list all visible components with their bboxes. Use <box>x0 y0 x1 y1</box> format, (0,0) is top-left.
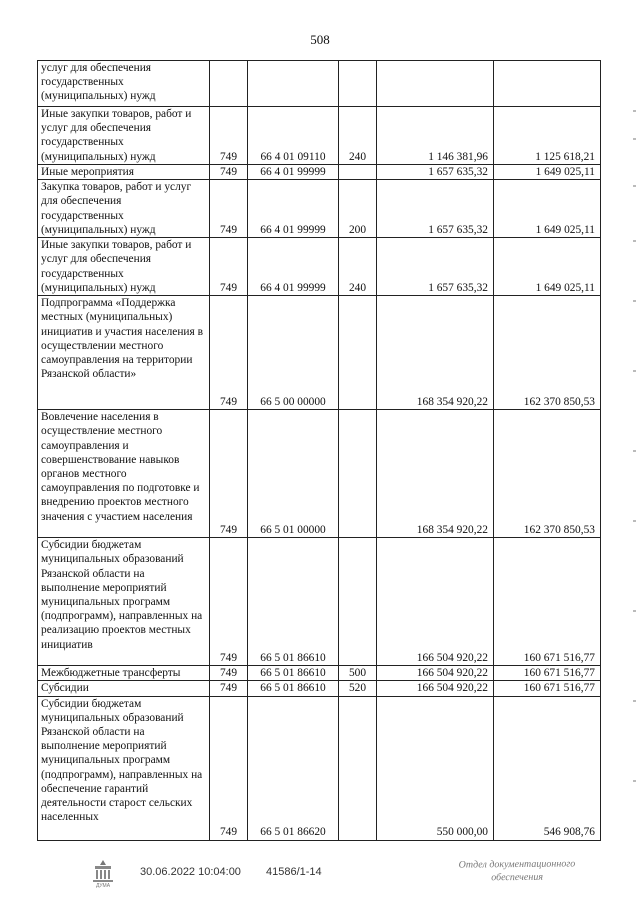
cell-ved-code: 749 <box>210 681 248 696</box>
cell-target-article: 66 5 01 86620 <box>248 696 339 840</box>
table-row <box>38 538 601 666</box>
footer-department-stamp <box>432 857 602 885</box>
cell-expense-type <box>339 538 377 666</box>
cell-expense-type: 240 <box>339 107 377 165</box>
cell-sum-first: 168 354 920,22 <box>377 410 494 538</box>
cell-name: Субсидии <box>38 681 210 696</box>
cell-sum-second: 160 671 516,77 <box>494 666 601 681</box>
cell-sum-first: 166 504 920,22 <box>377 666 494 681</box>
cell-name: Субсидии бюджетам муниципальных образований Рязанской области на выполнение мероприятий муниципальных программ (подпрограмм), направленных на реализацию проектов местных инициатив <box>38 538 210 666</box>
cell-expense-type <box>339 296 377 410</box>
cell-expense-type <box>339 165 377 180</box>
cell-ved-code: 749 <box>210 410 248 538</box>
cell-target-article: 66 4 01 09110 <box>248 107 339 165</box>
cell-name: Вовлечение населения в осуществление местного самоуправления и совершенствование навыков органов местного самоуправления по подготовке и внедрению проектов местного значения с участием населения <box>38 410 210 538</box>
cell-expense-type: 200 <box>339 180 377 238</box>
duma-emblem-icon <box>90 858 116 888</box>
cell-target-article: 66 4 01 99999 <box>248 165 339 180</box>
cell-sum-second: 1 649 025,11 <box>494 165 601 180</box>
scan-edge-marks <box>630 90 636 790</box>
table-row <box>38 61 601 107</box>
cell-sum-first: 550 000,00 <box>377 696 494 840</box>
cell-sum-first: 166 504 920,22 <box>377 538 494 666</box>
cell-name: Иные мероприятия <box>38 165 210 180</box>
cell-ved-code: 749 <box>210 180 248 238</box>
cell-target-article: 66 4 01 99999 <box>248 238 339 296</box>
cell-sum-second: 162 370 850,53 <box>494 410 601 538</box>
cell-target-article <box>248 61 339 107</box>
table-row <box>38 410 601 538</box>
table-row <box>38 681 601 696</box>
cell-target-article: 66 5 00 00000 <box>248 296 339 410</box>
stamp-line-1: Отдел документационного <box>458 858 576 871</box>
page-number: 508 <box>310 32 330 47</box>
cell-ved-code: 749 <box>210 107 248 165</box>
cell-expense-type: 520 <box>339 681 377 696</box>
footer-document-number: 41586/1-14 <box>266 866 322 878</box>
cell-sum-second <box>494 61 601 107</box>
cell-sum-first: 1 146 381,96 <box>377 107 494 165</box>
cell-target-article: 66 5 01 00000 <box>248 410 339 538</box>
cell-sum-second: 546 908,76 <box>494 696 601 840</box>
table-row <box>38 696 601 840</box>
cell-expense-type <box>339 61 377 107</box>
cell-ved-code: 749 <box>210 165 248 180</box>
cell-sum-first <box>377 61 494 107</box>
cell-sum-first: 166 504 920,22 <box>377 681 494 696</box>
cell-name: Закупка товаров, работ и услуг для обеспечения государственных (муниципальных) нужд <box>38 180 210 238</box>
table-row <box>38 238 601 296</box>
cell-sum-second: 1 125 618,21 <box>494 107 601 165</box>
table-row <box>38 666 601 681</box>
cell-expense-type: 240 <box>339 238 377 296</box>
budget-table <box>37 60 601 841</box>
cell-ved-code: 749 <box>210 666 248 681</box>
footer-datetime: 30.06.2022 10:04:00 <box>140 866 241 878</box>
cell-expense-type: 500 <box>339 666 377 681</box>
cell-name: Иные закупки товаров, работ и услуг для обеспечения государственных (муниципальных) нужд <box>38 238 210 296</box>
cell-sum-first: 1 657 635,32 <box>377 165 494 180</box>
cell-sum-second: 162 370 850,53 <box>494 296 601 410</box>
cell-target-article: 66 5 01 86610 <box>248 666 339 681</box>
cell-sum-first: 1 657 635,32 <box>377 180 494 238</box>
cell-ved-code: 749 <box>210 296 248 410</box>
stamp-line-2: обеспечения <box>491 871 544 884</box>
table-row <box>38 165 601 180</box>
cell-name: Иные закупки товаров, работ и услуг для обеспечения государственных (муниципальных) нужд <box>38 107 210 165</box>
table-row <box>38 296 601 410</box>
cell-sum-second: 160 671 516,77 <box>494 681 601 696</box>
cell-sum-first: 168 354 920,22 <box>377 296 494 410</box>
table-row <box>38 107 601 165</box>
cell-name: Подпрограмма «Поддержка местных (муниципальных) инициатив и участия населения в осуществлении местного самоуправления на территории Рязанской области» <box>38 296 210 410</box>
svg-text:ДУМА: ДУМА <box>95 883 111 888</box>
cell-expense-type <box>339 696 377 840</box>
cell-ved-code: 749 <box>210 238 248 296</box>
table-row <box>38 180 601 238</box>
cell-sum-second: 1 649 025,11 <box>494 238 601 296</box>
cell-name: услуг для обеспечения государственных (муниципальных) нужд <box>38 61 210 107</box>
cell-sum-first: 1 657 635,32 <box>377 238 494 296</box>
cell-ved-code: 749 <box>210 538 248 666</box>
cell-ved-code: 749 <box>210 696 248 840</box>
cell-ved-code <box>210 61 248 107</box>
cell-target-article: 66 5 01 86610 <box>248 538 339 666</box>
cell-name: Межбюджетные трансферты <box>38 666 210 681</box>
cell-target-article: 66 4 01 99999 <box>248 180 339 238</box>
cell-name: Субсидии бюджетам муниципальных образований Рязанской области на выполнение мероприятий муниципальных программ (подпрограмм), направленных на обеспечение гарантий деятельности старост сельских населенных <box>38 696 210 840</box>
cell-expense-type <box>339 410 377 538</box>
cell-sum-second: 160 671 516,77 <box>494 538 601 666</box>
cell-sum-second: 1 649 025,11 <box>494 180 601 238</box>
cell-target-article: 66 5 01 86610 <box>248 681 339 696</box>
